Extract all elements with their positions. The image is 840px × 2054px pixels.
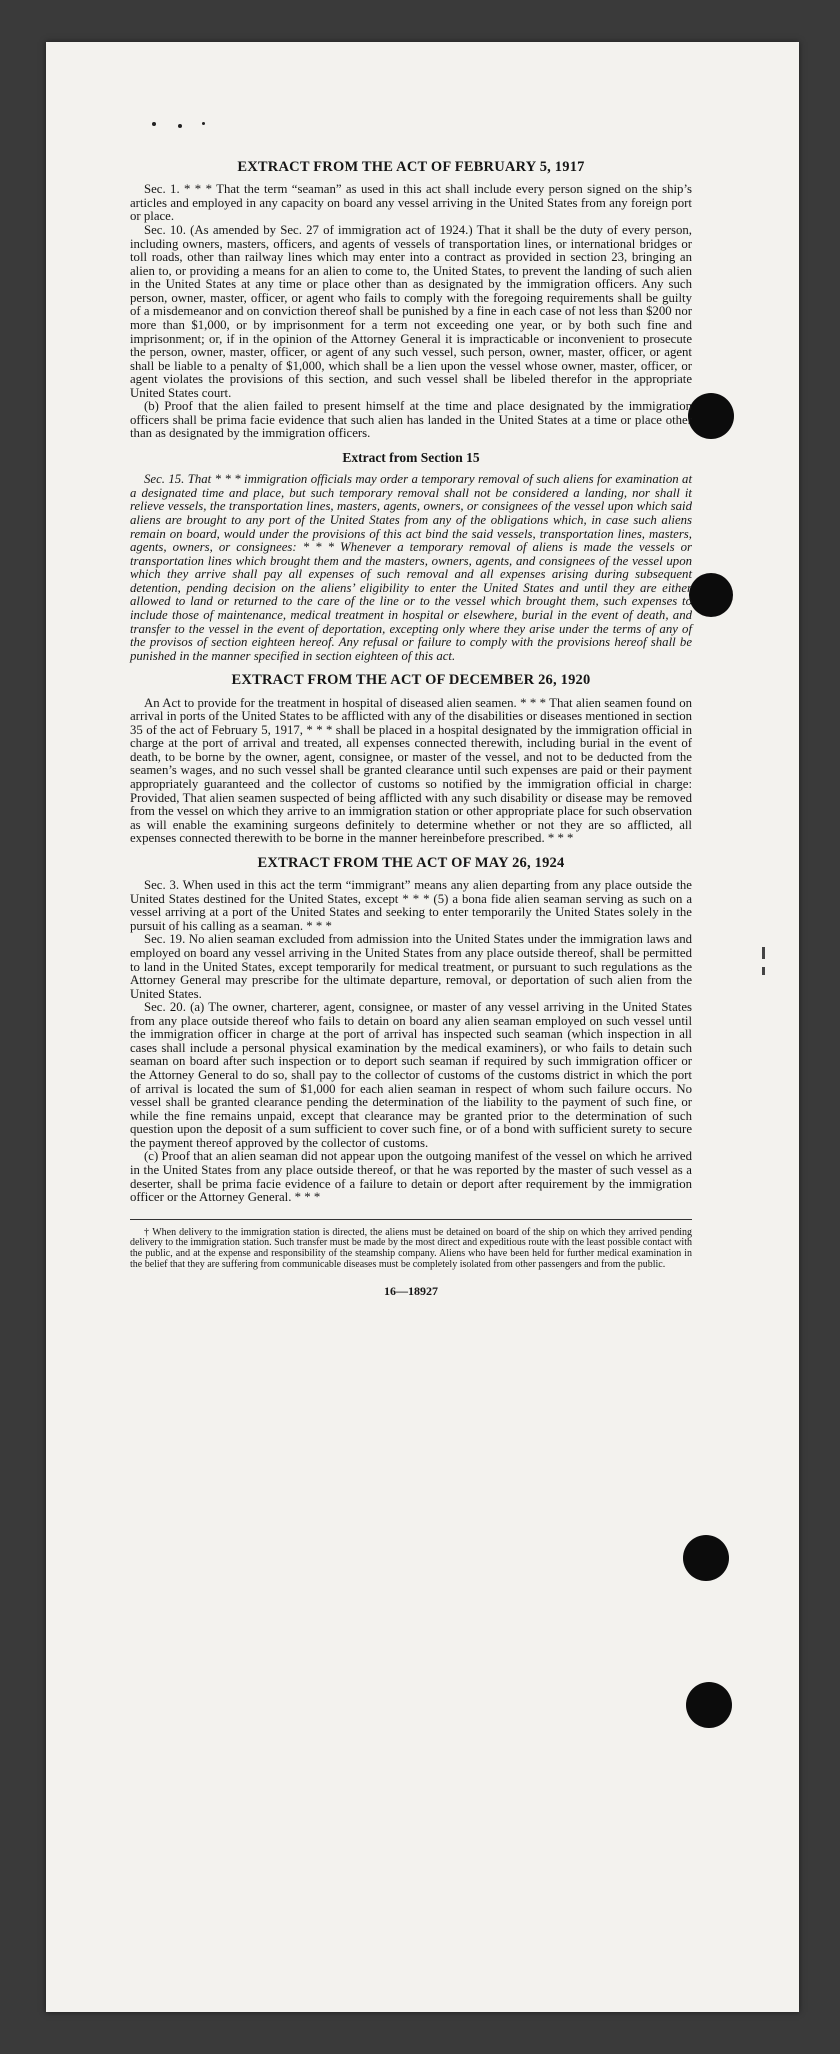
paragraph: Sec. 3. When used in this act the term “immigrant” means any alien departing from any place outside the United States destined for the United States, except * * * (5) a bona fide alien seaman serving as such on a vessel arriving at a port of the United States and seeking to enter temporarily the United States solely in the pursuit of his calling as a seaman. * * * [130,878,692,933]
paragraph: Sec. 19. No alien seaman excluded from admission into the United States under the immigration laws and employed on board any vessel arriving in the United States from any place outside thereof, shall be permitted to land in the United States, except temporarily for medical treatment, or pursuant to such regulations as the Attorney General may prescribe for the ultimate departure, removal, or deportation of such alien from the United States. [130,932,692,1001]
document-body [130,160,692,1298]
punch-hole [686,1682,732,1728]
paragraph: Sec. 10. (As amended by Sec. 27 of immigration act of 1924.) That it shall be the duty of every person, including owners, masters, officers, and agents of vessels of transportation lines, or international bridges or toll roads, other than railway lines which may enter into a contract as provided in section 23, bringing an alien to, or providing a means for an alien to come to, the United States, to prevent the landing of such alien in the United States at any time or place other than as designated by the immigration officers. Any such person, owner, master, officer, or agent who fails to comply with the foregoing requirements shall be guilty of a misdemeanor and on conviction thereof shall be punished by a fine in each case of not less than $200 nor more than $1,000, or by imprisonment for a term not exceeding one year, or by both such fine and imprisonment; or, if in the opinion of the Attorney General it is impracticable or inconvenient to prosecute the person, owner, master, officer, or agent of any such vessel, such person, owner, master, officer, or agent shall be liable to a penalty of $1,000, which shall be a lien upon the vessel whose owner, master, officer, or agent violates the provisions of this section, and such vessel shall be libeled therefor in the appropriate United States court. [130,223,692,400]
heading-feb-1917: EXTRACT FROM THE ACT OF FEBRUARY 5, 1917 [237,159,585,175]
paragraph: Sec. 1. * * * That the term “seaman” as used in this act shall include every person signed on the ship’s articles and employed in any capacity on board any vessel arriving in the United States from any foreign port or place. [130,182,692,224]
punch-hole [683,1535,729,1581]
footnote-divider [130,1219,692,1220]
document-page [46,42,799,2012]
page-number: 16—18927 [384,1283,438,1298]
speck-mark [202,122,205,125]
footnote-text: † When delivery to the immigration station is directed, the aliens must be detained on board of the ship on which they arrived pending delivery to the immigration station. Such transfer must be made by the most direct and expeditious route with the least possible contact with the public, and at the expense and responsibility of the steamship company. Aliens who have been held for further medical examination in the belief that they are suffering from communicable diseases must be completely isolated from other passengers and from the public. [130,1226,692,1271]
footnote [130,1228,692,1271]
paragraph: (b) Proof that the alien failed to present himself at the time and place designated by the immigration officers shall be prima facie evidence that such alien has landed in the United States at a time or place other than as designated by the immigration officers. [130,399,692,441]
dec-1920-section [130,697,692,846]
paragraph: (c) Proof that an alien seaman did not appear upon the outgoing manifest of the vessel on which he arrived in the United States from any place outside thereof, or that he was reported by the master of such vessel as a deserter, shall be prima facie evidence of a failure to detain or deport after requirement by the immigration officer or the Attorney General. * * * [130,1149,692,1205]
speck-mark [152,122,156,126]
punch-hole [688,393,734,439]
paragraph: An Act to provide for the treatment in hospital of diseased alien seamen. * * * That alien seamen found on arrival in ports of the United States to be afflicted with any of the disabilities or diseases mentioned in section 35 of the act of February 5, 1917, * * * shall be placed in a hospital designated by the immigration official in charge at the port of arrival and treated, all expenses connected therewith, including burial in the event of death, to be borne by the owner, agent, consignee, or master of the vessel, and not to be deducted from the seamen’s wages, and no such vessel shall be granted clearance until such expenses are paid or their payment appropriately guaranteed and the collector of customs so notified by the immigration official in charge: Provided, That alien seamen suspected of being afflicted with any such disability or disease may be removed from the vessel on which they arrive to an immigration station or other appropriate place for such observation as will enable the examining surgeons definitely to determine whether or not they are so afflicted, all expenses connected therewith to be borne in the manner hereinbefore prescribed. * * * [130,695,692,846]
punch-hole [689,573,733,617]
feb-1917-section [130,183,692,441]
paragraph: Sec. 15. That * * * immigration officials may order a temporary removal of such aliens for examination at a designated time and place, but such temporary removal shall not be considered a landing, nor shall it relieve vessels, the transportation lines, masters, agents, owners, or consignees of the vessel upon which said aliens are brought to any port of the United States from any of the obligations which, in case such aliens remain on board, would under the provisions of this act bind the said vessels, transportation lines, masters, agents, owners, or consignees: * * * Whenever a temporary removal of aliens is made the vessels or transportation lines which brought them and the masters, owners, agents, and consignees of the vessel upon which they arrive shall pay all expenses of such removal and all expenses arising during subsequent detention, pending decision on the aliens’ eligibility to enter the United States and until they are either allowed to land or returned to the care of the line or to the vessel which brought them, such expenses to include those of maintenance, medical treatment in hospital or elsewhere, burial in the event of death, and transfer to the vessel in the event of deportation, excepting only where they arise under the terms of any of the provisos of section eighteen hereof. Any refusal or failure to comply with the provisions hereof shall be punished in the manner specified in section eighteen of this act. [130,472,692,663]
edge-mark [762,967,765,975]
heading-may-1924: EXTRACT FROM THE ACT OF MAY 26, 1924 [257,854,565,871]
subheading-section-15: Extract from Section 15 [342,450,480,466]
speck-mark [178,124,182,128]
section-15 [130,473,692,663]
may-1924-section [130,879,692,1205]
heading-dec-1920: EXTRACT FROM THE ACT OF DECEMBER 26, 1920 [231,672,591,689]
edge-mark [762,947,765,959]
paragraph: Sec. 20. (a) The owner, charterer, agent, consignee, or master of any vessel arriving in the United States from any place outside thereof who fails to detain on board any alien seaman employed on such vessel until the immigration officer in charge at the port of arrival has inspected such seaman (which inspection in all cases shall include a personal physical examination by the medical examiners), or who fails to detain such seaman on board after such inspection or to deport such seaman if required by such immigration officer or the Attorney General to do so, shall pay to the collector of customs of the customs district in which the port of arrival is located the sum of $1,000 for each alien seaman in respect of whom such failure occurs. No vessel shall be granted clearance pending the determination of the liability to the payment of such fine, or while the fine remains unpaid, except that clearance may be granted prior to the determination of such question upon the deposit of a sum sufficient to cover such fine, or of a bond with sufficient surety to secure the payment thereof approved by the collector of customs. [130,1000,692,1150]
